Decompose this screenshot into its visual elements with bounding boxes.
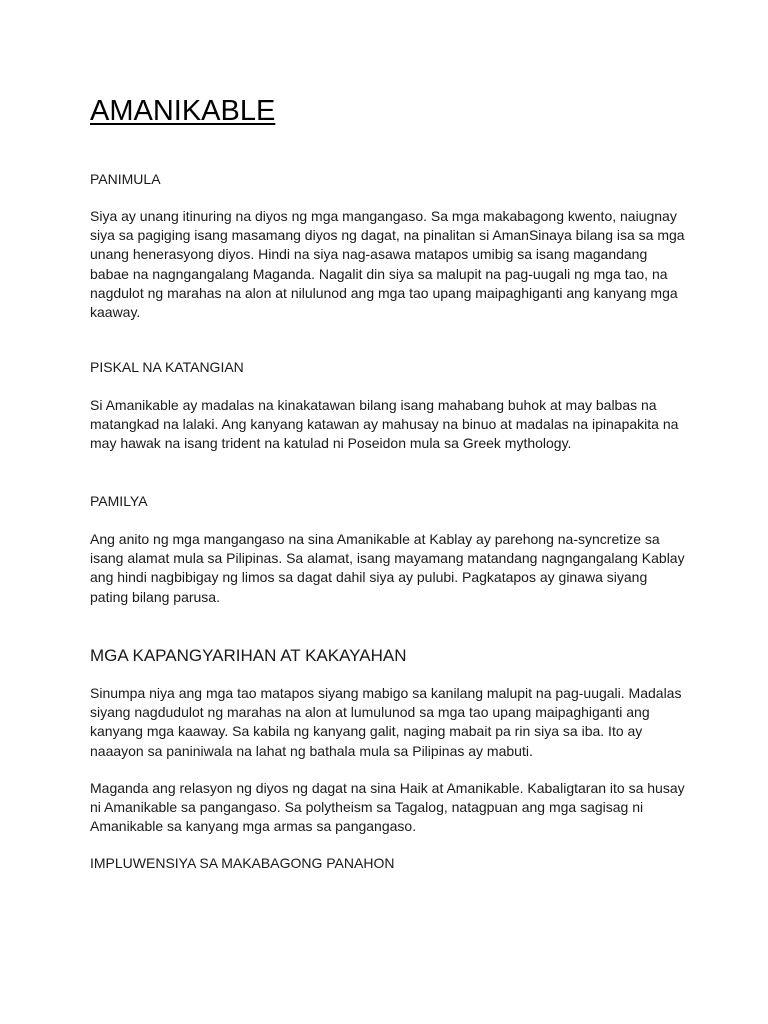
paragraph-line: Siya ay unang itinuring na diyos ng mga mangangaso. Sa mga makabagong kwento, naiugnay	[90, 208, 677, 224]
paragraph-line: matangkad na lalaki. Ang kanyang katawan ay mahusay na binuo at madalas na ipinapakita na	[90, 416, 679, 433]
paragraph-line: Si Amanikable ay madalas na kinakatawan bilang isang mahabang buhok at may balbas na	[90, 397, 657, 413]
section-heading-mga-kapangyarihan: MGA KAPANGYARIHAN AT KAKAYAHAN	[90, 646, 407, 665]
paragraph-line: Maganda ang relasyon ng diyos ng dagat na sina Haik at Amanikable. Kabaligtaran ito sa husay	[90, 780, 685, 796]
paragraph-line: isang alamat mula sa Pilipinas. Sa alamat, isang mayamang matandang nagngangalang Kablay	[90, 550, 685, 567]
paragraph-line: nagdulot ng marahas na alon at nilulunod ang mga tao upang maipaghiganti ang kanyang mga	[90, 284, 678, 301]
paragraph-line: may hawak na isang trident na katulad ni Poseidon mula sa Greek mythology.	[90, 435, 572, 452]
paragraph-line: ni Amanikable sa pangangaso. Sa polytheism sa Tagalog, natagpuan ang mga sagisag ni	[90, 799, 644, 816]
paragraph-line: pating bilang parusa.	[90, 588, 220, 605]
section-heading-piskal-na-katangian: PISKAL NA KATANGIAN	[90, 359, 244, 375]
paragraph-line: Sinumpa niya ang mga tao matapos siyang mabigo sa kanilang malupit na pag-uugali. Madalas	[90, 685, 682, 701]
paragraph-line: kaaway.	[90, 304, 141, 321]
section-paragraph-mga-kapangyarihan-1	[90, 684, 681, 761]
section-paragraph-panimula	[90, 207, 685, 322]
section-heading-impluwensiya: IMPLUWENSIYA SA MAKABAGONG PANAHON	[90, 855, 395, 871]
paragraph-line: kanyang mga kaaway. Sa kabila ng kanyang galit, naging mabait pa rin siya sa iba. Ito ay	[90, 723, 643, 740]
section-paragraph-piskal-na-katangian	[90, 396, 678, 454]
paragraph-line: siya sa pagiging isang masamang diyos ng dagat, na pinalitan si AmanSinaya bilang isa sa mga	[90, 227, 685, 244]
section-paragraph-mga-kapangyarihan-2	[90, 779, 685, 837]
paragraph-line: unang henerasyong diyos. Hindi na siya nag-asawa matapos umibig sa isang magandang	[90, 246, 648, 263]
section-heading-panimula: PANIMULA	[90, 171, 161, 187]
section-heading-pamilya: PAMILYA	[90, 493, 148, 509]
paragraph-line: Ang anito ng mga mangangaso na sina Amanikable at Kablay ay parehong na-syncretize sa	[90, 531, 660, 547]
paragraph-line: naaayon sa paniniwala na lahat ng bathala mula sa Pilipinas ay mabuti.	[90, 742, 533, 759]
paragraph-line: ang hindi nagbibigay ng limos sa dagat dahil siya ay pulubi. Pagkatapos ay ginawa siyang	[90, 569, 648, 586]
paragraph-line: Amanikable sa kanyang mga armas sa pangangaso.	[90, 818, 417, 835]
document-title: AMANIKABLE	[90, 95, 276, 127]
paragraph-line: siyang nagdudulot ng marahas na alon at lumulunod sa mga tao upang maipaghiganti ang	[90, 704, 650, 721]
paragraph-line: babae na nagngangalang Maganda. Nagalit din siya sa malupit na pag-uugali ng mga tao, na	[90, 265, 668, 282]
section-paragraph-pamilya	[90, 530, 685, 607]
